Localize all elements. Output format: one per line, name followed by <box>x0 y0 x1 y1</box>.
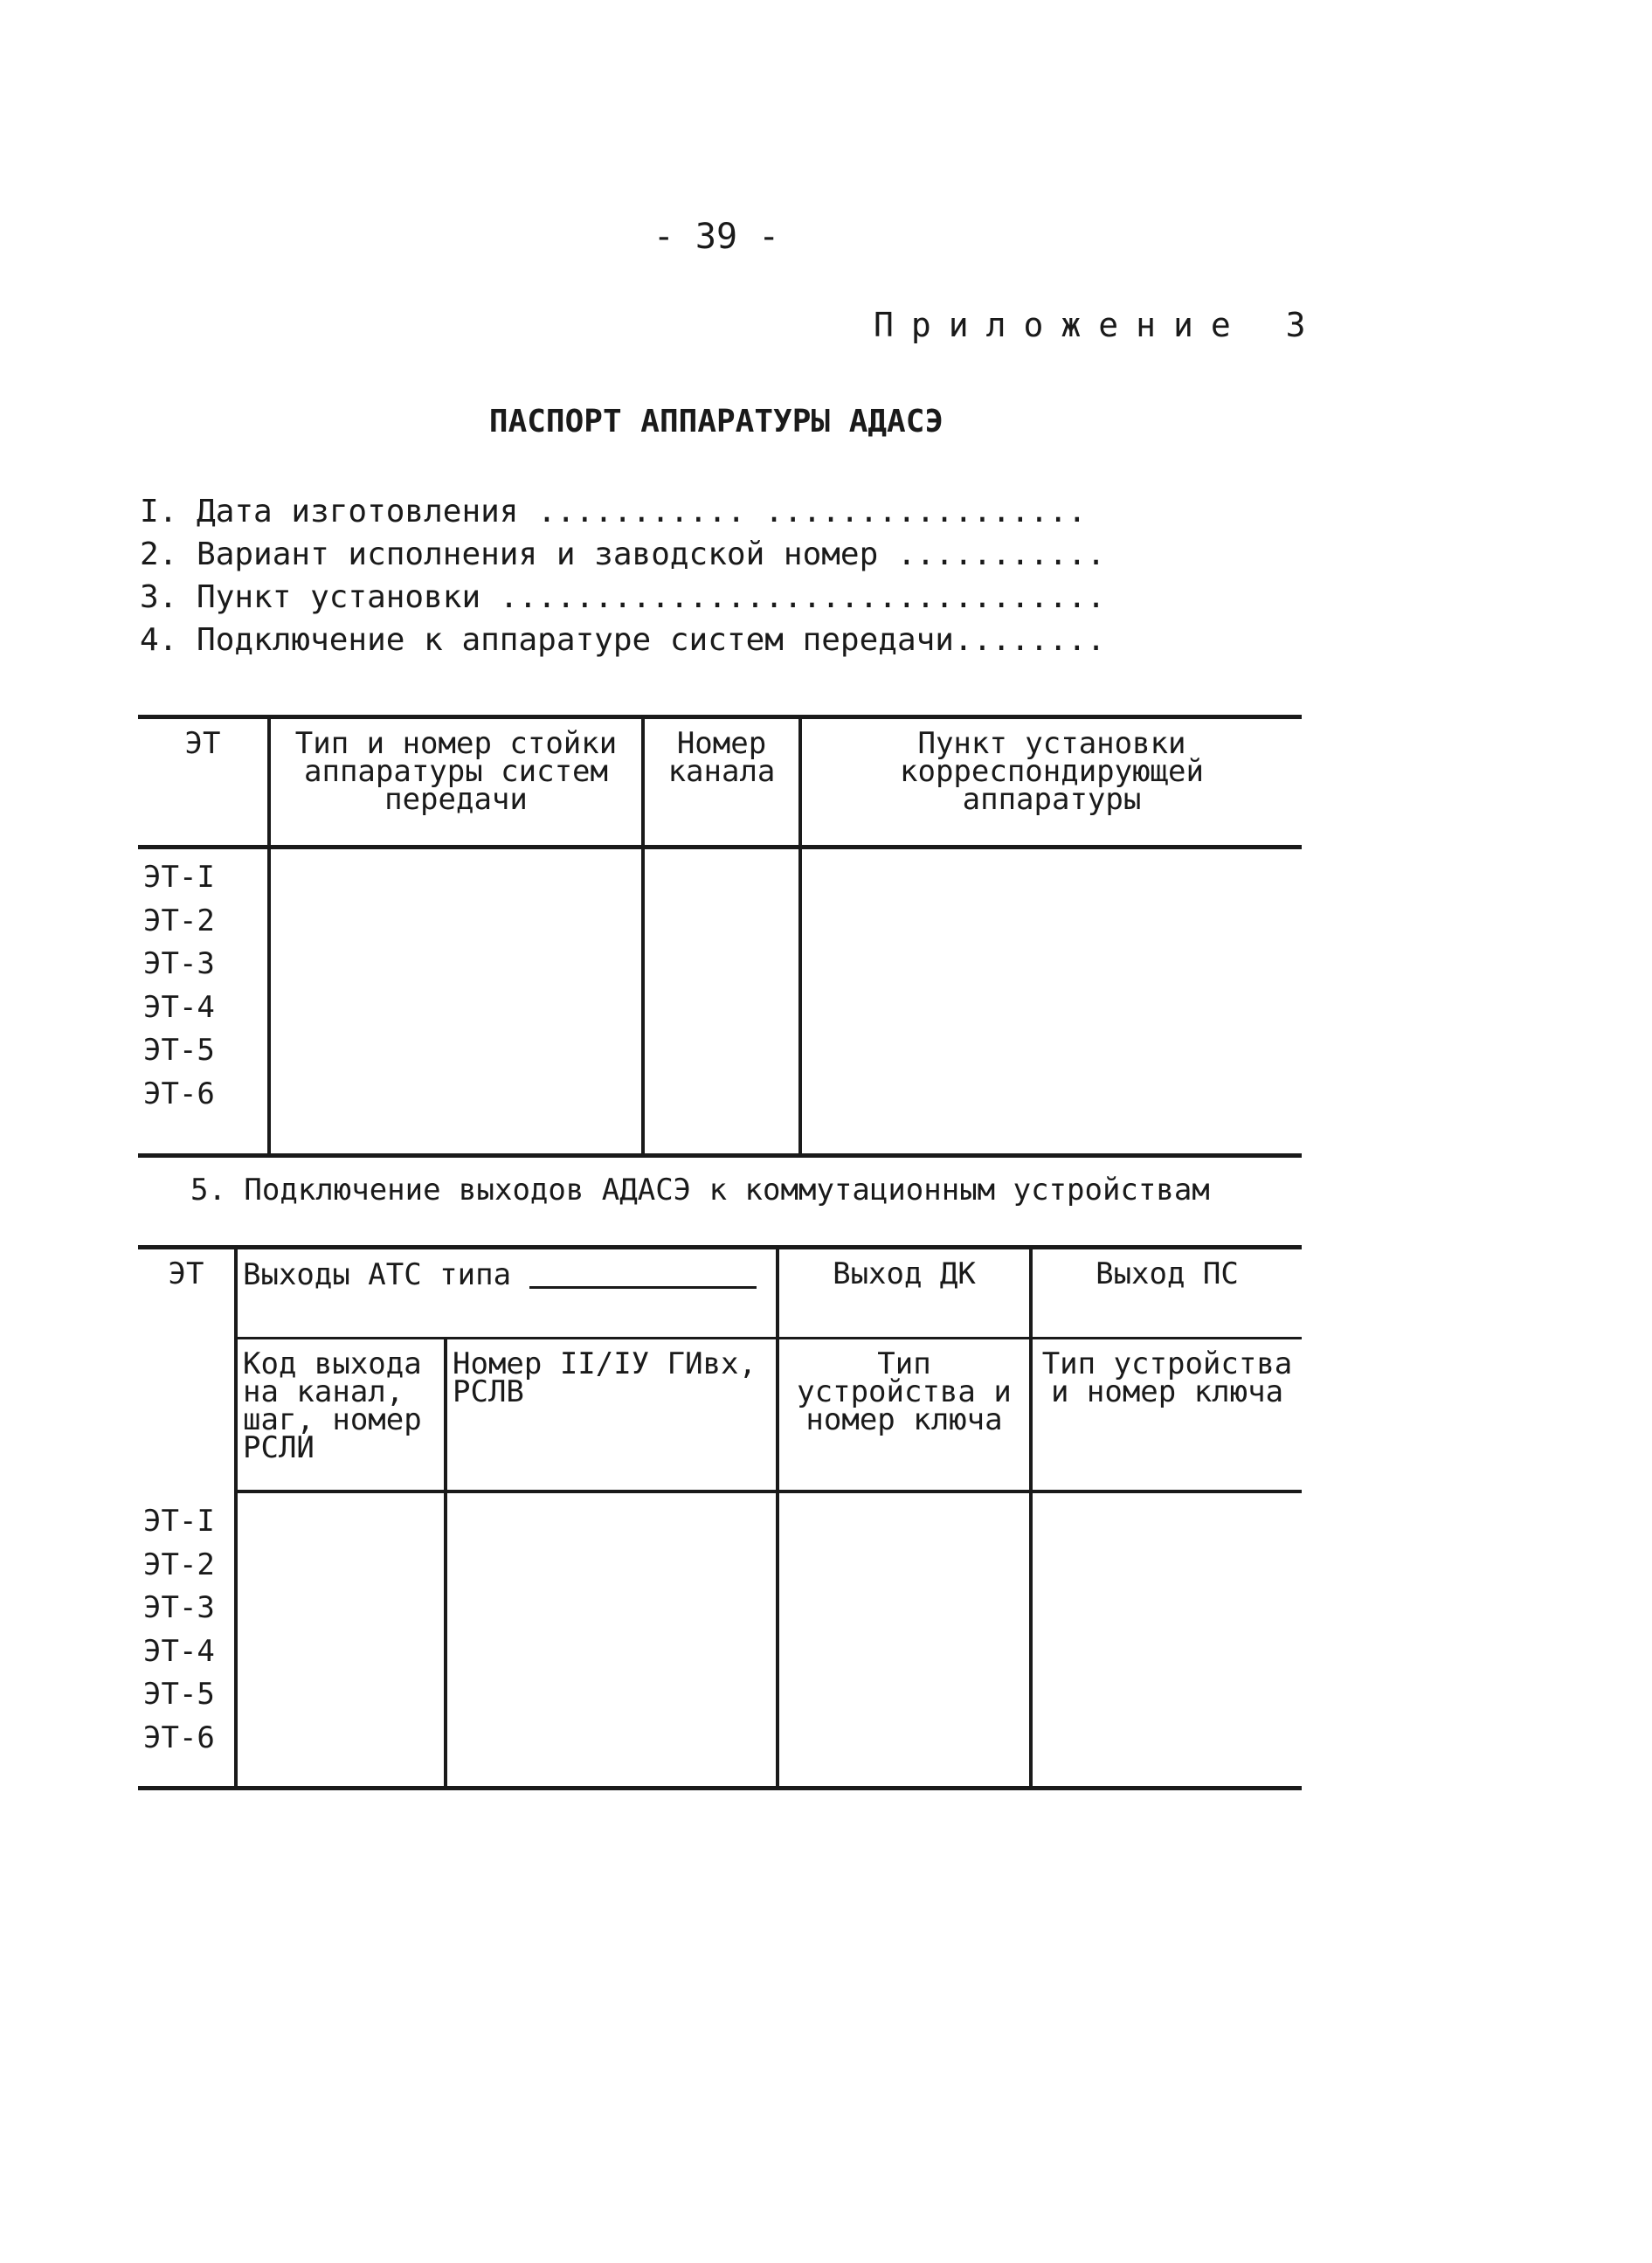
switching-table <box>138 1245 1302 1790</box>
header-ats-outputs <box>236 1248 778 1339</box>
blank-cell[interactable] <box>446 1491 778 1789</box>
row-label: ЭТ-3 <box>143 1590 215 1625</box>
blank-cell[interactable] <box>1031 1491 1302 1789</box>
section-5-title: 5. Подключение выходов АДАСЭ к коммутационным устройствам <box>190 1173 1210 1208</box>
document-title: ПАСПОРТ АППАРАТУРЫ АДАСЭ <box>488 404 944 439</box>
row-label: ЭТ-I <box>143 860 215 895</box>
row-label: ЭТ-6 <box>143 1720 215 1755</box>
blank-cell[interactable] <box>643 848 800 1156</box>
header-et: ЭТ <box>138 717 269 848</box>
appendix-label: Приложение 3 <box>874 306 1324 344</box>
blank-cell[interactable] <box>236 1491 446 1789</box>
table-body-row <box>138 848 1302 1156</box>
page-number: - 39 - <box>653 217 780 257</box>
table-body-row <box>138 1491 1302 1789</box>
form-item-3: 3. Пункт установки ................................ <box>140 579 1106 615</box>
header-corresponding-site: Пункт установки корреспондирующей аппаратуры <box>800 717 1302 848</box>
table-header-row <box>138 1248 1302 1339</box>
table-header-row <box>138 717 1302 848</box>
row-label: ЭТ-3 <box>143 946 215 981</box>
form-item-4: 4. Подключение к аппаратуре систем передачи........ <box>140 622 1106 658</box>
header-dk-output: Выход ДК <box>778 1248 1031 1339</box>
blank-cell[interactable] <box>269 848 643 1156</box>
subheader-output-code: Код выхода на канал, шаг, номер РСЛИ <box>236 1339 446 1492</box>
row-label: ЭТ-6 <box>143 1076 215 1111</box>
header-channel-number: Номер канала <box>643 717 800 848</box>
blank-cell[interactable] <box>778 1491 1031 1789</box>
row-labels <box>138 1491 236 1789</box>
row-label: ЭТ-I <box>143 1504 215 1539</box>
table-subheader-row <box>138 1339 1302 1492</box>
header-rack-type: Тип и номер стойки аппаратуры систем передачи <box>269 717 643 848</box>
blank-cell[interactable] <box>800 848 1302 1156</box>
row-label: ЭТ-5 <box>143 1033 215 1068</box>
connection-table <box>138 715 1302 1158</box>
row-label: ЭТ-5 <box>143 1677 215 1712</box>
row-labels <box>138 848 269 1156</box>
subheader-dk-device: Тип устройства и номер ключа <box>778 1339 1031 1492</box>
row-label: ЭТ-4 <box>143 989 215 1025</box>
header-ats-label: Выходы АТС типа <box>243 1257 512 1292</box>
row-label: ЭТ-4 <box>143 1633 215 1669</box>
header-et: ЭТ <box>168 1256 204 1291</box>
header-ps-output: Выход ПС <box>1031 1248 1302 1339</box>
form-item-2: 2. Вариант исполнения и заводской номер ........... <box>140 536 1106 572</box>
form-item-1: I. Дата изготовления ........... ................. <box>140 494 1087 529</box>
subheader-ps-device: Тип устройства и номер ключа <box>1031 1339 1302 1492</box>
subheader-gi-number: Номер II/IУ ГИвх, РСЛВ <box>446 1339 778 1492</box>
row-label: ЭТ-2 <box>143 903 215 938</box>
row-label: ЭТ-2 <box>143 1547 215 1582</box>
ats-type-blank[interactable] <box>529 1260 757 1289</box>
